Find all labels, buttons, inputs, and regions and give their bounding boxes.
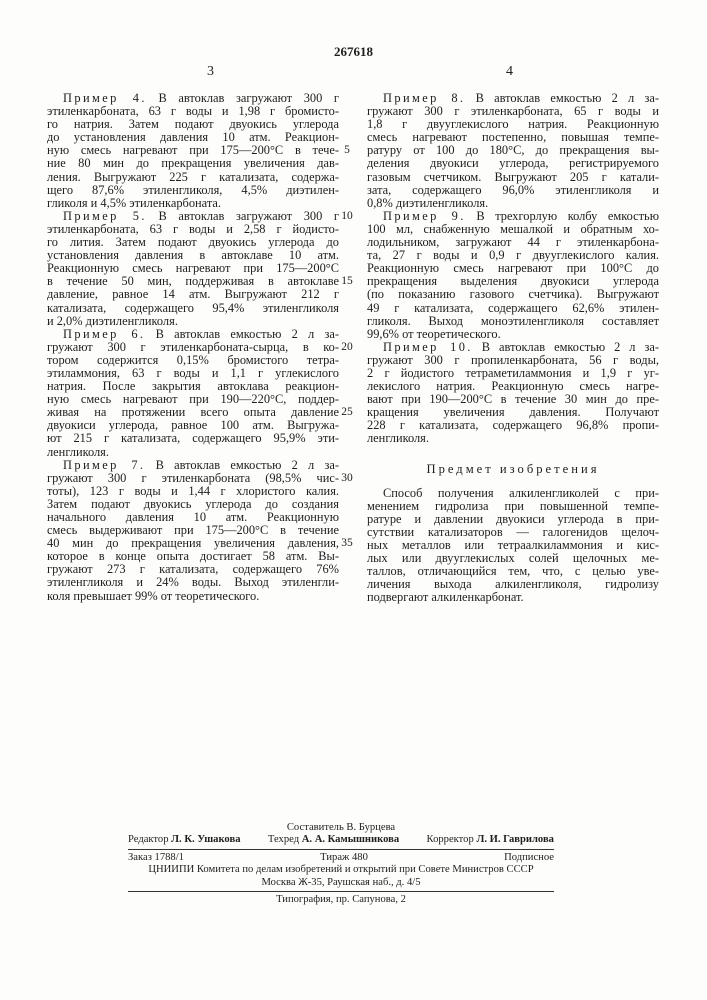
line-text: катализата, содержащего 95,4% этиленгликоля [47,301,339,315]
techred-name: А. А. Камышникова [302,834,399,845]
corrector-name: Л. И. Гаврилова [476,834,554,845]
line-text: ных металлов или тетраалкиламмония и кис- [367,538,659,552]
line-text: В автоклав емкостью 2 л за- [156,458,339,472]
example-lead: Пример 10. [383,340,473,354]
line-text: смесь выдерживают при 175—200°С в течение [47,523,339,537]
line-text: гружают 300 г этиленкарбоната-сырца, в ко- [47,340,339,354]
line-text: живая на протяжении всего опыта давление [47,405,339,419]
line-text: ную смесь нагревают при 175—200°С в тече- [47,143,339,157]
colophon [128,822,554,906]
line-text: коля превышает 99% от теоретического. [47,589,259,603]
compiler: Составитель В. Бурцева [128,822,554,834]
line-text: деления двуокиси углерода, регистрируемого [367,156,659,170]
line-text: гружают 273 г катализата, содержащего 76% [47,562,339,576]
line-text: Реакционную смесь нагревают при 175—200°С [47,261,339,275]
line-number: 15 [337,275,357,287]
line-text: В автоклав емкостью 2 л за- [156,327,339,341]
line-number: 5 [337,144,357,156]
order-row [128,852,554,864]
line-text: зата, содержащего 96,0% этиленгликоля и [367,183,659,197]
line-number: 35 [337,537,357,549]
line-text: таллов, отличающийся тем, что, с целью уве- [367,564,659,578]
line-text: ную смесь нагревают при 190—220°С, поддер- [47,392,339,406]
line-number: 25 [337,406,357,418]
page-number-left: 3 [207,64,214,80]
line-text: (по показанию газового счетчика). Выгружают [367,287,659,301]
line-text: 100 мл, снабженную мешалкой и обратным хо- [367,222,659,236]
line-number: 30 [337,472,357,484]
line-text: гружают 300 г этиленкарбоната, 65 г воды и [367,104,659,118]
line-text: 99,6% от теоретического. [367,327,501,341]
left-column [47,92,339,603]
example-lead: Пример 4. [63,91,147,105]
line-text: гружают 300 г этиленкарбоната (98,5% чис- [47,471,339,485]
line-text: лодильником, загружают 44 г этиленкарбона- [367,235,659,249]
staff-row [128,834,554,846]
right-column [367,92,659,604]
line-text: в течение 50 мин, поддерживая в автоклаве [47,274,339,288]
line-text: установления давления в автоклаве 10 атм. [47,248,339,262]
line-text: газовым счетчиком. Выгружают 205 г катали- [367,170,659,184]
line-text: 0,8% диэтиленгликоля. [367,196,488,210]
line-text: гликоля. Выход моноэтиленгликоля составляет [367,314,659,328]
line-text: В автоклав загружают 300 г [158,209,339,223]
line-text: та, 27 г воды и 0,9 г двууглекислого калия. [367,248,659,262]
page-number-right: 4 [506,64,513,80]
line-text: личения выхода алкиленгликоля, гидролизу [367,577,659,591]
institute: ЦНИИПИ Комитета по делам изобретений и открытий при Совете Министров СССР [128,864,554,876]
divider [128,891,554,892]
line-text: лекислого натрия. Реакционную смесь нагре- [367,379,659,393]
line-text: гликоля и 4,5% этиленкарбоната. [47,196,221,210]
line-text: 2 г йодистого тетраметиламмония и 1,9 г уг- [367,366,659,380]
line-text: натрия. После закрытия автоклава реакцион- [47,379,339,393]
example-lead: Пример 7. [63,458,145,472]
line-text: го лития. Затем подают двуокись углерода до [47,235,339,249]
line-text: 40 мин до прекращения увеличения давления, [47,536,339,550]
line-text: ленгликоля. [47,445,109,459]
line-text: В автоклав загружают 300 г [158,91,339,105]
line-text: В автоклав емкостью 2 л за- [482,340,659,354]
line-text: лых или двууглекислых солей щелочных ме- [367,551,659,565]
line-text: этиленгликоля и 24% воды. Выход этиленгли- [47,575,339,589]
line-text: которое в конце опыта достигает 58 атм. Вы- [47,549,339,563]
line-text: ратуре и давлении двуокиси углерода в при- [367,512,659,526]
line-text: прекращения выделения двуокиси углерода [367,274,659,288]
line-text: 1,8 г двууглекислого натрия. Реакционную [367,117,659,131]
line-text: гружают 300 г пропиленкарбоната, 56 г воды, [367,353,659,367]
text-line [367,591,659,604]
subscription: Подписное [504,852,554,864]
example-lead: Пример 6. [63,327,145,341]
line-text: В автоклав емкостью 2 л за- [476,91,659,105]
printer: Типография, пр. Сапунова, 2 [128,894,554,906]
line-text: начального давления 10 атм. Реакционную [47,510,339,524]
line-text: ют 215 г катализата, содержащего 95,9% эти- [47,431,339,445]
line-text: кращения увеличения давления. Получают [367,405,659,419]
line-text: Затем подают двуокись углерода до создания [47,497,339,511]
example-lead: Пример 8. [383,91,465,105]
line-text: этиленкарбоната, 63 г воды и 2,58 г йодисто- [47,222,339,236]
line-text: Способ получения алкиленгликолей с при- [383,486,659,500]
line-number: 20 [337,341,357,353]
divider [128,849,554,850]
line-text: тоты), 123 г воды и 1,44 г хлористого калия. [47,484,339,498]
order-number: Заказ 1788/1 [128,852,184,864]
line-text: этиленкарбоната, 63 г воды и 1,98 г бромисто- [47,104,339,118]
line-text: ленгликоля. [367,431,429,445]
example-lead: Пример 9. [383,209,466,223]
line-text: В трехгорлую колбу емкостью [476,209,659,223]
line-text: 228 г катализата, содержащего 96,8% пропи- [367,418,659,432]
line-text: этиламмония, 63 г воды и 1,1 г углекислого [47,366,339,380]
line-text: и 2,0% диэтиленгликоля. [47,314,178,328]
address: Москва Ж-35, Раушская наб., д. 4/5 [128,877,554,889]
print-run: Тираж 480 [320,852,368,864]
techred-label: Техред [268,834,299,845]
editor-label: Редактор [128,834,169,845]
patent-page [0,0,707,1000]
line-text: ние 80 мин до прекращения увеличения дав- [47,156,339,170]
line-text: двуокиси углерода, равное 100 атм. Выгружа- [47,418,339,432]
corrector-label: Корректор [427,834,474,845]
line-text: подвергают алкиленкарбонат. [367,590,524,604]
line-text: до установления давления 10 атм. Реакцион- [47,130,339,144]
text-line [367,432,659,445]
patent-number: 267618 [0,44,707,60]
line-text: тором содержится 0,15% бромистого тетра- [47,353,339,367]
claims-heading: Предмет изобретения [367,463,659,476]
line-text: щего 87,6% этиленгликоля, 4,5% диэтилен- [47,183,339,197]
editor-name: Л. К. Ушакова [171,834,240,845]
line-text: го натрия. Затем подают двуокись углерода [47,117,339,131]
line-text: Реакционную смесь нагревают при 100°С до [367,261,659,275]
examples-8-10 [367,92,659,446]
line-text: 49 г катализата, содержащего 62,6% этилен- [367,301,659,315]
claims-text [367,487,659,605]
line-text: смесь нагревают постепенно, повышая темпе- [367,130,659,144]
line-text: сутствии катализаторов — галогенидов щелоч- [367,525,659,539]
line-text: ления. Выгружают 225 г катализата, содержа- [47,170,339,184]
line-text: менением гидролиза при повышенной темпе- [367,499,659,513]
text-line [47,590,339,603]
example-lead: Пример 5. [63,209,147,223]
line-text: ратуру от 100 до 180°С, до прекращения вы- [367,143,659,157]
line-text: вают при 190—200°С в течение 30 мин до пре- [367,392,659,406]
line-text: давление, равное 14 атм. Выгружают 212 г [47,287,339,301]
line-number: 10 [337,210,357,222]
